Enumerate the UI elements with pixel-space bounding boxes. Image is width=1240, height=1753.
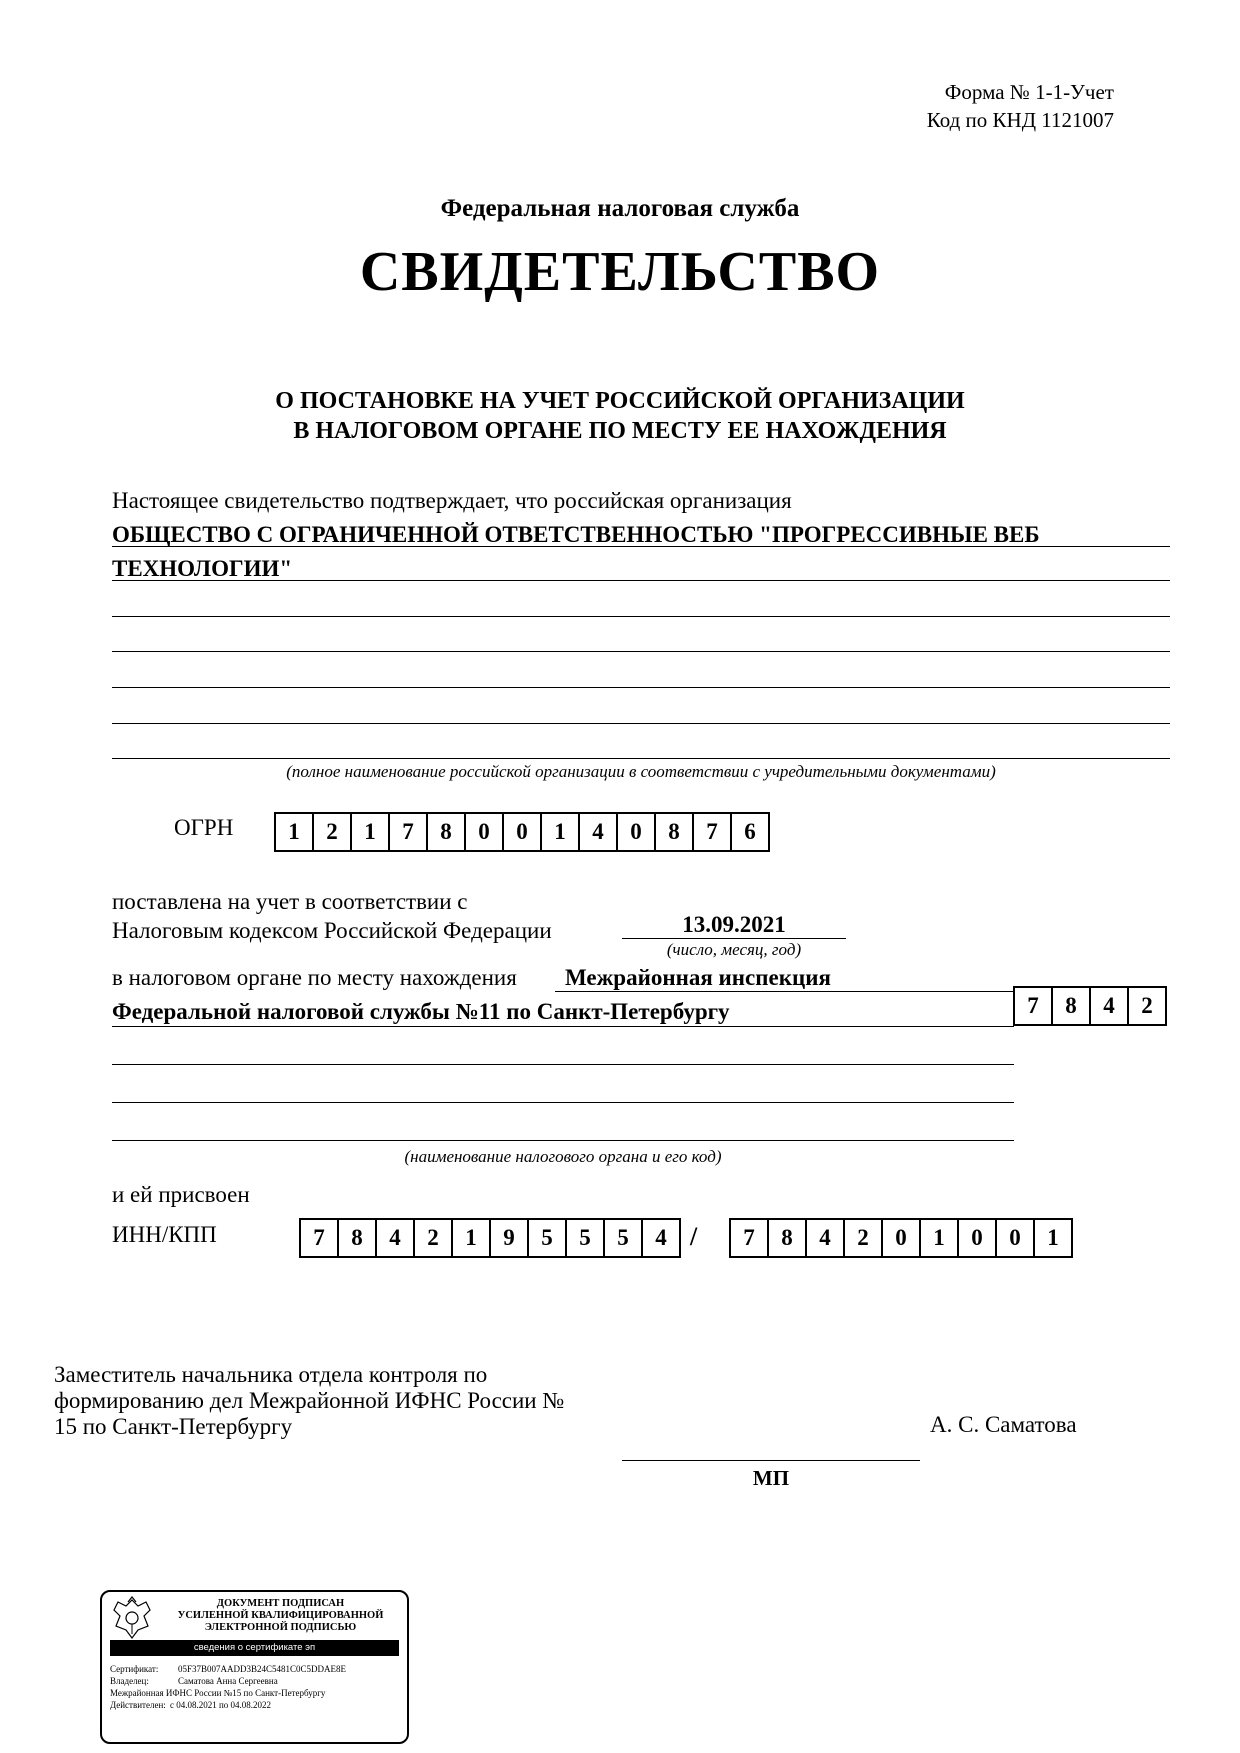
e-signature-title-line-3: ЭЛЕКТРОННОЙ ПОДПИСЬЮ bbox=[204, 1622, 357, 1633]
document-title: СВИДЕТЕЛЬСТВО bbox=[359, 241, 881, 303]
name-line-2 bbox=[112, 580, 1170, 581]
signatory-position-line-2: формированию дел Межрайонной ИФНС России № bbox=[54, 1388, 565, 1413]
kpp-digit: 4 bbox=[805, 1218, 843, 1256]
agency-name: Федеральная налоговая служба bbox=[440, 195, 800, 222]
ogrn-digit: 2 bbox=[312, 812, 350, 850]
owner-value: Саматова Анна Сергеевна bbox=[178, 1676, 278, 1686]
name-line-3 bbox=[112, 616, 1170, 617]
inn-digit: 5 bbox=[565, 1218, 603, 1256]
subtitle-line-1: О ПОСТАНОВКЕ НА УЧЕТ РОССИЙСКОЙ ОРГАНИЗАЦИИ bbox=[275, 388, 965, 414]
inn-digit: 8 bbox=[337, 1218, 375, 1256]
ogrn-digit: 0 bbox=[502, 812, 540, 850]
signatory-position bbox=[54, 1362, 564, 1440]
ogrn-digit: 7 bbox=[692, 812, 730, 850]
ogrn-digit: 1 bbox=[274, 812, 312, 850]
tax-authority-underline-4 bbox=[112, 1102, 1014, 1103]
tax-authority-name-line-2: Федеральной налоговой службы №11 по Санкт-Петербургу bbox=[112, 999, 730, 1024]
tax-authority-prefix: в налоговом органе по месту нахождения bbox=[112, 965, 517, 990]
inn-digit: 7 bbox=[299, 1218, 337, 1256]
inn-digit: 2 bbox=[413, 1218, 451, 1256]
assigned-text: и ей присвоен bbox=[112, 1182, 250, 1207]
owner-label: Владелец: bbox=[110, 1676, 149, 1686]
kpp-digit: 0 bbox=[995, 1218, 1033, 1256]
certificate-value: 05F37B007AADD3B24C5481C0C5DDAE8E bbox=[178, 1664, 347, 1674]
tax-code-digit: 2 bbox=[1127, 986, 1165, 1024]
tax-authority-code-cells bbox=[1013, 986, 1167, 1026]
signature-line bbox=[622, 1460, 920, 1461]
date-caption: (число, месяц, год) bbox=[666, 940, 802, 959]
knd-code: Код по КНД 1121007 bbox=[926, 108, 1114, 132]
form-header bbox=[927, 78, 1114, 134]
kpp-digit: 7 bbox=[729, 1218, 767, 1256]
ogrn-cells bbox=[274, 812, 770, 852]
inn-cells bbox=[299, 1218, 681, 1258]
ogrn-digit: 0 bbox=[616, 812, 654, 850]
e-signature-title-line-2: УСИЛЕННОЙ КВАЛИФИЦИРОВАННОЙ bbox=[177, 1610, 384, 1621]
kpp-digit: 1 bbox=[1033, 1218, 1071, 1256]
e-signature-title-line-1: ДОКУМЕНТ ПОДПИСАН bbox=[216, 1598, 345, 1609]
ogrn-digit: 6 bbox=[730, 812, 768, 850]
name-line-6 bbox=[112, 723, 1170, 724]
subtitle-line-2: В НАЛОГОВОМ ОРГАНЕ ПО МЕСТУ ЕЕ НАХОЖДЕНИЯ bbox=[293, 418, 947, 444]
inn-digit: 9 bbox=[489, 1218, 527, 1256]
name-line-4 bbox=[112, 651, 1170, 652]
registration-line-2: Налоговым кодексом Российской Федерации bbox=[112, 918, 552, 943]
certificate-row bbox=[110, 1664, 346, 1675]
ogrn-digit: 0 bbox=[464, 812, 502, 850]
tax-code-digit: 4 bbox=[1089, 986, 1127, 1024]
tax-authority-underline-1 bbox=[555, 991, 1014, 992]
certificate-info-bar: сведения о сертификате эп bbox=[110, 1640, 399, 1656]
certificate-label: Сертификат: bbox=[110, 1664, 159, 1674]
signatory-position-line-3: 15 по Санкт-Петербургу bbox=[54, 1414, 293, 1439]
kpp-digit: 0 bbox=[957, 1218, 995, 1256]
intro-text: Настоящее свидетельство подтверждает, что российская организация bbox=[112, 488, 792, 513]
inn-digit: 4 bbox=[641, 1218, 679, 1256]
ogrn-digit: 8 bbox=[654, 812, 692, 850]
inn-digit: 4 bbox=[375, 1218, 413, 1256]
registration-date: 13.09.2021 bbox=[682, 912, 786, 937]
inn-digit: 5 bbox=[603, 1218, 641, 1256]
tax-code-digit: 7 bbox=[1013, 986, 1051, 1024]
validity-row bbox=[110, 1700, 271, 1711]
name-line-5 bbox=[112, 687, 1170, 688]
tax-authority-name-line-1: Межрайонная инспекция bbox=[565, 965, 831, 990]
ogrn-label: ОГРН bbox=[174, 815, 234, 840]
ogrn-digit: 1 bbox=[350, 812, 388, 850]
form-number: Форма № 1-1-Учет bbox=[944, 80, 1114, 104]
tax-authority-underline-2 bbox=[112, 1026, 1014, 1027]
signatory-name: А. С. Саматова bbox=[930, 1412, 1077, 1437]
name-line-1 bbox=[112, 546, 1170, 547]
validity-label: Действителен: bbox=[110, 1700, 166, 1710]
org-name-caption: (полное наименование российской организации в соответствии с учредительными документами) bbox=[286, 762, 996, 781]
inn-kpp-separator: / bbox=[690, 1222, 698, 1251]
seal-mark: МП bbox=[752, 1466, 790, 1490]
owner-row bbox=[110, 1676, 278, 1687]
inn-kpp-label: ИНН/КПП bbox=[112, 1222, 217, 1247]
ogrn-digit: 8 bbox=[426, 812, 464, 850]
kpp-digit: 1 bbox=[919, 1218, 957, 1256]
ogrn-digit: 7 bbox=[388, 812, 426, 850]
tax-authority-underline-3 bbox=[112, 1064, 1014, 1065]
validity-value: с 04.08.2021 по 04.08.2022 bbox=[170, 1700, 272, 1710]
tax-code-digit: 8 bbox=[1051, 986, 1089, 1024]
tax-authority-underline-5 bbox=[112, 1140, 1014, 1141]
name-line-7 bbox=[112, 758, 1170, 759]
kpp-digit: 0 bbox=[881, 1218, 919, 1256]
signatory-position-line-1: Заместитель начальника отдела контроля по bbox=[54, 1362, 488, 1387]
kpp-cells bbox=[729, 1218, 1073, 1258]
organization-name: ОБЩЕСТВО С ОГРАНИЧЕННОЙ ОТВЕТСТВЕННОСТЬЮ "ПРОГРЕССИВНЫЕ ВЕБ ТЕХНОЛОГИИ" bbox=[112, 522, 1040, 581]
tax-authority-caption: (наименование налогового органа и его код) bbox=[404, 1147, 722, 1166]
inn-digit: 1 bbox=[451, 1218, 489, 1256]
coat-of-arms-icon bbox=[108, 1596, 156, 1640]
ogrn-digit: 1 bbox=[540, 812, 578, 850]
registration-line-1: поставлена на учет в соответствии с bbox=[112, 889, 468, 914]
kpp-digit: 8 bbox=[767, 1218, 805, 1256]
issuer-row: Межрайонная ИФНС России №15 по Санкт-Петербургу bbox=[110, 1688, 326, 1698]
date-underline bbox=[622, 938, 846, 939]
e-signature-title bbox=[162, 1598, 399, 1634]
kpp-digit: 2 bbox=[843, 1218, 881, 1256]
inn-digit: 5 bbox=[527, 1218, 565, 1256]
e-signature-stamp bbox=[100, 1590, 409, 1744]
document-subtitle bbox=[0, 386, 1240, 446]
ogrn-digit: 4 bbox=[578, 812, 616, 850]
